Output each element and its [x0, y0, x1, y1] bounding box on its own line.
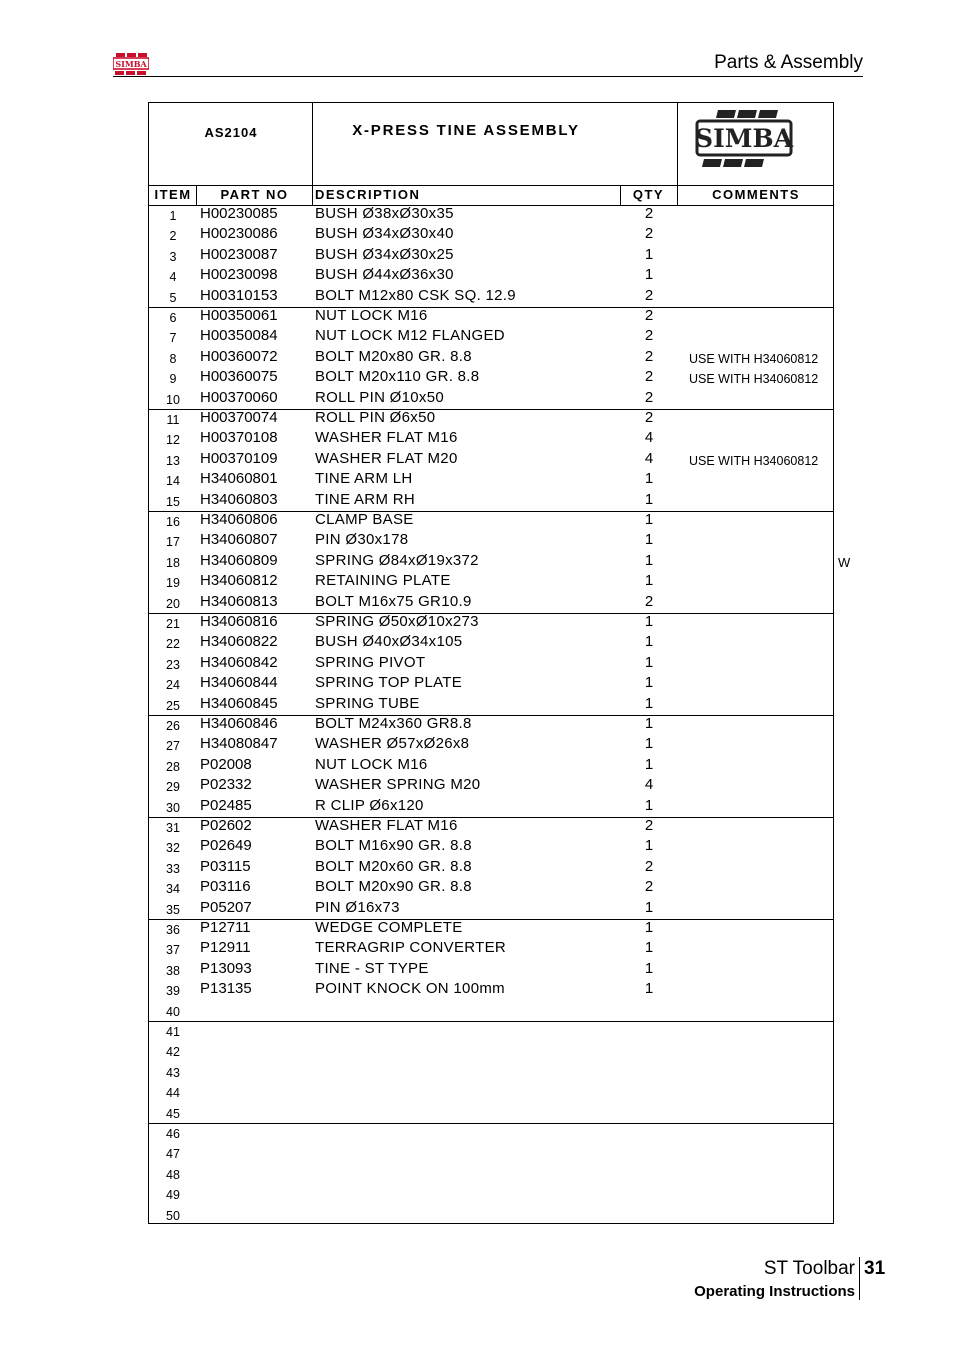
part-number: H00230087	[200, 245, 278, 263]
item-number: 32	[166, 841, 180, 856]
table-row	[149, 878, 833, 898]
part-description: POINT KNOCK ON 100mm	[315, 980, 505, 998]
part-number: H34080847	[200, 735, 278, 753]
table-row	[149, 429, 833, 449]
part-description: BUSH Ø34xØ30x40	[315, 225, 454, 243]
part-number: H34060842	[200, 653, 278, 671]
simba-logo-small	[113, 53, 149, 75]
table-row	[149, 837, 833, 857]
item-number: 14	[166, 474, 180, 489]
table-row	[149, 552, 833, 572]
table-row	[149, 1103, 833, 1123]
part-number: H34060822	[200, 633, 278, 651]
part-number: H34060816	[200, 613, 278, 630]
part-number: H00360075	[200, 368, 278, 386]
part-number: P13093	[200, 959, 252, 977]
part-number: P02332	[200, 776, 252, 794]
quantity: 1	[644, 959, 654, 977]
part-description: WASHER SPRING M20	[315, 776, 481, 794]
table-row	[149, 511, 833, 531]
item-number: 11	[166, 413, 180, 427]
item-number: 27	[166, 739, 180, 754]
part-description: BOLT M20x110 GR. 8.8	[315, 368, 480, 386]
item-number: 40	[166, 1004, 180, 1019]
table-row	[149, 776, 833, 796]
table-row	[149, 1123, 833, 1143]
quantity: 2	[644, 409, 654, 426]
part-number: H34060806	[200, 511, 278, 528]
part-description: TINE ARM RH	[315, 490, 415, 508]
part-description: BOLT M16x75 GR10.9	[315, 592, 472, 610]
item-number: 48	[166, 1167, 180, 1182]
table-row	[149, 1001, 833, 1021]
item-number: 50	[166, 1208, 180, 1223]
table-row	[149, 674, 833, 694]
item-number: 43	[166, 1065, 180, 1080]
part-description: BOLT M20x60 GR. 8.8	[315, 857, 472, 875]
quantity: 1	[644, 919, 654, 936]
assembly-title: X-PRESS TINE ASSEMBLY	[352, 122, 580, 139]
item-number: 18	[166, 555, 180, 570]
part-description: BOLT M24x360 GR8.8	[315, 715, 472, 732]
table-row	[149, 368, 833, 388]
item-number: 41	[166, 1025, 180, 1039]
quantity: 1	[644, 572, 654, 590]
part-number: H00370109	[200, 449, 278, 467]
part-description: SPRING TUBE	[315, 694, 420, 712]
table-row	[149, 1143, 833, 1163]
table-row	[149, 1205, 833, 1225]
part-number: H00230086	[200, 225, 278, 243]
comment: USE WITH H34060812	[689, 372, 819, 387]
table-row	[149, 980, 833, 1000]
table-row	[149, 858, 833, 878]
quantity: 2	[644, 205, 654, 222]
part-description: R CLIP Ø6x120	[315, 796, 424, 814]
part-number: P05207	[200, 898, 252, 916]
part-number: H00370074	[200, 409, 278, 426]
part-number: H34060813	[200, 592, 278, 610]
section-title: Parts & Assembly	[714, 52, 863, 73]
part-number: P03116	[200, 878, 251, 896]
quantity: 1	[644, 633, 654, 651]
quantity: 1	[644, 511, 654, 528]
part-description: BUSH Ø38xØ30x35	[315, 205, 454, 222]
quantity: 2	[644, 857, 654, 875]
item-number: 35	[166, 902, 180, 917]
part-description: BUSH Ø40xØ34x105	[315, 633, 463, 651]
quantity: 2	[644, 388, 654, 406]
table-row	[149, 919, 833, 939]
table-row	[149, 960, 833, 980]
part-description: CLAMP BASE	[315, 511, 414, 528]
part-number: P02008	[200, 755, 252, 773]
item-number: 19	[166, 576, 180, 591]
part-description: TINE ARM LH	[315, 470, 413, 488]
comment: USE WITH H34060812	[689, 453, 819, 468]
part-description: TERRAGRIP CONVERTER	[315, 939, 507, 957]
footer-subtitle: Operating Instructions	[694, 1283, 855, 1300]
item-number: 4	[169, 270, 177, 285]
item-number: 25	[166, 698, 180, 713]
item-number: 47	[166, 1147, 180, 1162]
part-number: P02485	[200, 796, 252, 814]
item-number: 37	[166, 943, 180, 958]
col-header-comments: COMMENTS	[712, 187, 800, 202]
item-number: 42	[166, 1045, 180, 1060]
table-row	[149, 409, 833, 429]
part-description: RETAINING PLATE	[315, 572, 451, 590]
table-row	[149, 939, 833, 959]
footer-product-name: ST Toolbar	[763, 1258, 855, 1279]
part-number: H34060845	[200, 694, 278, 712]
item-number: 39	[166, 984, 180, 999]
table-row	[149, 266, 833, 286]
quantity: 2	[644, 592, 654, 610]
table-row	[149, 633, 833, 653]
table-row	[149, 1062, 833, 1082]
part-number: H34060809	[200, 551, 278, 569]
item-number: 16	[166, 515, 180, 529]
table-row	[149, 348, 833, 368]
table-row	[149, 1021, 833, 1041]
part-description: WASHER FLAT M16	[315, 817, 458, 834]
col-header-part-no: PART NO	[220, 187, 289, 202]
item-number: 34	[166, 882, 180, 897]
quantity: 1	[644, 674, 654, 692]
table-row	[149, 756, 833, 776]
quantity: 1	[644, 837, 654, 855]
item-number: 33	[166, 861, 180, 876]
simba-logo	[694, 108, 794, 170]
table-row	[149, 797, 833, 817]
part-description: BUSH Ø34xØ30x25	[315, 245, 454, 263]
part-description: PIN Ø30x178	[315, 531, 409, 549]
item-number: 44	[166, 1086, 180, 1101]
item-number: 31	[166, 821, 180, 835]
quantity: 1	[644, 613, 654, 630]
part-description: WASHER FLAT M20	[315, 449, 458, 467]
quantity: 1	[644, 490, 654, 508]
part-description: WEDGE COMPLETE	[315, 919, 463, 936]
quantity: 4	[644, 429, 654, 447]
quantity: 1	[644, 551, 654, 569]
part-description: SPRING TOP PLATE	[315, 674, 463, 692]
part-description: TINE - ST TYPE	[315, 959, 429, 977]
item-number: 28	[166, 759, 180, 774]
part-description: SPRING Ø50xØ10x273	[315, 613, 479, 630]
table-row	[149, 287, 833, 307]
table-row	[149, 695, 833, 715]
table-row	[149, 715, 833, 735]
quantity: 1	[644, 980, 654, 998]
part-description: BOLT M12x80 CSK SQ. 12.9	[315, 286, 516, 304]
table-row	[149, 205, 833, 225]
part-number: P13135	[200, 980, 252, 998]
quantity: 2	[644, 368, 654, 386]
item-number: 2	[169, 229, 177, 244]
col-header-description: DESCRIPTION	[315, 187, 421, 202]
logo-text: SIMBA	[695, 124, 793, 153]
quantity: 1	[644, 245, 654, 263]
table-row	[149, 531, 833, 551]
part-description: BUSH Ø44xØ36x30	[315, 266, 454, 284]
table-row	[149, 899, 833, 919]
item-number: 1	[169, 209, 177, 223]
small-logo-text: SIMBA	[115, 59, 147, 69]
table-row	[149, 572, 833, 592]
quantity: 1	[644, 715, 654, 732]
quantity: 2	[644, 817, 654, 834]
table-row	[149, 327, 833, 347]
item-number: 24	[166, 678, 180, 693]
col-header-qty: QTY	[632, 187, 665, 202]
item-number: 30	[166, 800, 180, 815]
quantity: 2	[644, 327, 654, 345]
part-number: P03115	[200, 857, 251, 875]
item-number: 23	[166, 657, 180, 672]
part-number: H00350084	[200, 327, 278, 345]
page-number: 31	[864, 1258, 886, 1279]
table-row	[149, 735, 833, 755]
part-description: SPRING PIVOT	[315, 653, 426, 671]
quantity: 1	[644, 735, 654, 753]
quantity: 1	[644, 266, 654, 284]
quantity: 1	[644, 796, 654, 814]
part-number: H00230085	[200, 205, 278, 222]
part-number: H00360072	[200, 347, 278, 365]
table-row	[149, 1184, 833, 1204]
table-row	[149, 1164, 833, 1184]
quantity: 4	[644, 449, 654, 467]
item-number: 7	[169, 331, 177, 346]
table-row	[149, 1041, 833, 1061]
item-number: 36	[166, 923, 180, 937]
quantity: 1	[644, 898, 654, 916]
part-number: H00350061	[200, 307, 278, 324]
table-row	[149, 470, 833, 490]
part-number: H34060846	[200, 715, 278, 732]
item-number: 49	[166, 1188, 180, 1203]
quantity: 4	[644, 776, 654, 794]
part-description: WASHER FLAT M16	[315, 429, 458, 447]
item-number: 21	[166, 617, 180, 631]
part-description: ROLL PIN Ø10x50	[315, 388, 445, 406]
part-description: WASHER Ø57xØ26x8	[315, 735, 470, 753]
quantity: 2	[644, 225, 654, 243]
header-sep-2	[312, 185, 313, 205]
quantity: 1	[644, 531, 654, 549]
item-number: 17	[166, 535, 180, 550]
footer-divider	[859, 1257, 860, 1300]
part-description: BOLT M16x90 GR. 8.8	[315, 837, 472, 855]
part-number: H00230098	[200, 266, 278, 284]
item-number: 5	[169, 290, 177, 305]
part-number: H00310153	[200, 286, 278, 304]
item-number: 3	[169, 249, 177, 264]
part-description: NUT LOCK M16	[315, 755, 428, 773]
item-number: 8	[169, 351, 177, 366]
table-row	[149, 450, 833, 470]
item-number: 29	[166, 780, 180, 795]
part-description: BOLT M20x90 GR. 8.8	[315, 878, 472, 896]
quantity: 1	[644, 694, 654, 712]
item-number: 38	[166, 963, 180, 978]
table-row	[149, 307, 833, 327]
part-description: NUT LOCK M16	[315, 307, 428, 324]
table-row	[149, 817, 833, 837]
quantity: 1	[644, 939, 654, 957]
part-number: H34060812	[200, 572, 278, 590]
margin-mark: W	[838, 555, 851, 570]
item-number: 15	[166, 494, 180, 509]
part-description: BOLT M20x80 GR. 8.8	[315, 347, 472, 365]
item-number: 20	[166, 596, 180, 611]
table-row	[149, 613, 833, 633]
quantity: 2	[644, 878, 654, 896]
part-number: H34060844	[200, 674, 278, 692]
part-number: H34060803	[200, 490, 278, 508]
table-row	[149, 593, 833, 613]
part-number: P02602	[200, 817, 252, 834]
item-number: 9	[169, 372, 177, 387]
item-number: 22	[166, 637, 180, 652]
table-row	[149, 225, 833, 245]
part-number: H34060807	[200, 531, 278, 549]
item-number: 10	[166, 392, 180, 407]
part-number: P12711	[200, 919, 251, 936]
quantity: 1	[644, 470, 654, 488]
table-row	[149, 389, 833, 409]
comment: USE WITH H34060812	[689, 351, 819, 366]
item-number: 6	[169, 311, 177, 325]
part-description: ROLL PIN Ø6x50	[315, 409, 436, 426]
part-number: H00370108	[200, 429, 278, 447]
part-number: P02649	[200, 837, 252, 855]
quantity: 2	[644, 286, 654, 304]
quantity: 2	[644, 307, 654, 324]
assembly-code: AS2104	[204, 125, 258, 140]
part-description: NUT LOCK M12 FLANGED	[315, 327, 505, 345]
part-number: H34060801	[200, 470, 278, 488]
part-number: P12911	[200, 939, 251, 957]
quantity: 2	[644, 347, 654, 365]
item-number: 12	[166, 433, 180, 448]
quantity: 1	[644, 755, 654, 773]
table-row	[149, 491, 833, 511]
col-header-item: ITEM	[154, 187, 192, 202]
table-row	[149, 1082, 833, 1102]
part-description: PIN Ø16x73	[315, 898, 400, 916]
part-description: SPRING Ø84xØ19x372	[315, 551, 479, 569]
table-row	[149, 654, 833, 674]
table-row	[149, 246, 833, 266]
item-number: 13	[166, 453, 180, 468]
item-number: 26	[166, 719, 180, 733]
header-rule	[113, 76, 863, 77]
quantity: 1	[644, 653, 654, 671]
item-number: 46	[166, 1127, 180, 1141]
part-number: H00370060	[200, 388, 278, 406]
item-number: 45	[166, 1106, 180, 1121]
